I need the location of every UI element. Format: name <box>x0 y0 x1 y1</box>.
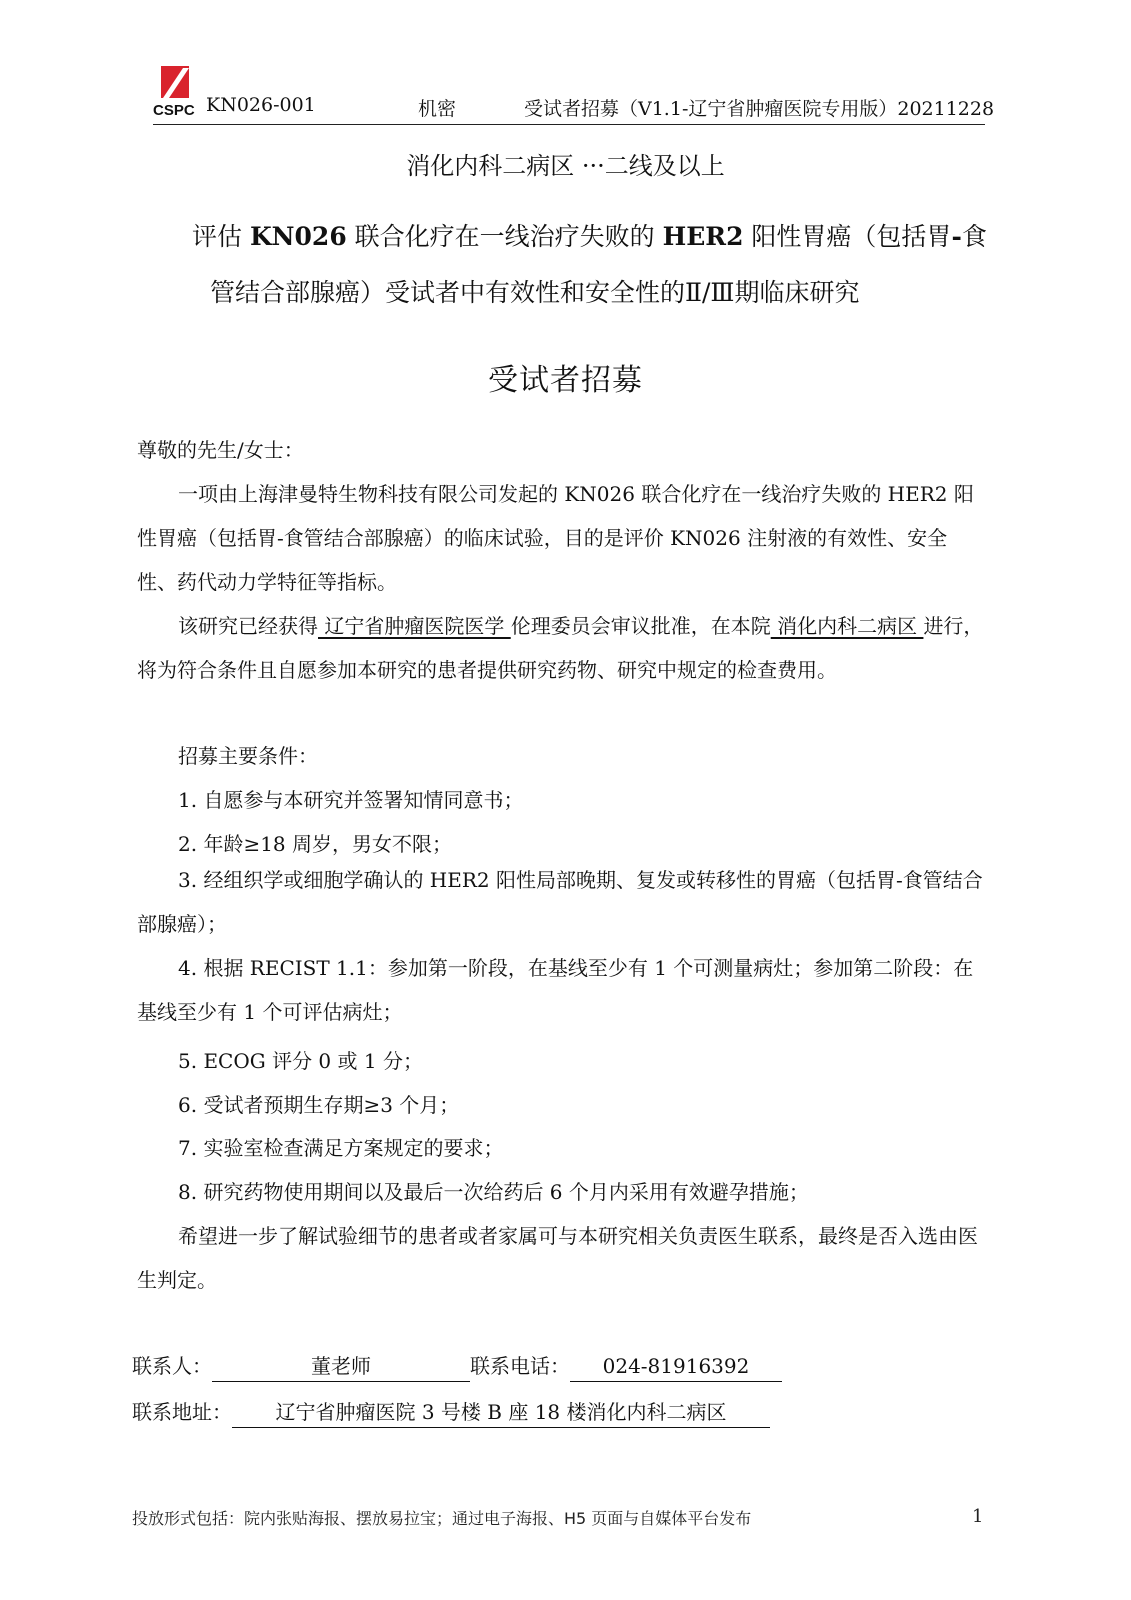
cspc-logo-icon <box>153 66 197 118</box>
criterion-2: 2. 年龄≥18 周岁，男女不限； <box>178 832 453 856</box>
ward-line: 消化内科二病区 ···二线及以上 <box>406 152 725 180</box>
title-text: 评估 <box>192 222 250 251</box>
contact-phone-field: 024-81916392 <box>570 1351 782 1382</box>
header-rule <box>153 124 985 125</box>
title-bold-kn026: KN026 <box>249 222 347 251</box>
title-text: 食 <box>961 222 987 251</box>
criterion-4: 4. 根据 RECIST 1.1：参加第一阶段，在基线至少有 1 个可测量病灶；参加第二阶段：在基线至少有 1 个可评估病灶； <box>137 956 974 1024</box>
approval-paragraph <box>137 604 985 692</box>
closing-paragraph: 希望进一步了解试验细节的患者或者家属可与本研究相关负责医生联系，最终是否入选由医生判定。 <box>137 1224 978 1292</box>
criterion-1: 1. 自愿参与本研究并签署知情同意书； <box>178 788 524 812</box>
title-text: 阳性胃癌（包括胃 <box>743 222 952 251</box>
contact-phone-label: 联系电话： <box>470 1354 570 1378</box>
study-title-line1 <box>192 217 987 253</box>
criterion-3: 3. 经组织学或细胞学确认的 HER2 阳性局部晚期、复发或转移性的胃癌（包括胃-食管结合部腺癌）； <box>137 868 983 936</box>
contact-person-label: 联系人： <box>132 1354 212 1378</box>
confidential-label: 机密 <box>418 98 457 120</box>
title-bold-dash: - <box>951 222 962 251</box>
approval-text: 该研究已经获得 <box>178 614 318 638</box>
greeting: 尊敬的先生/女士： <box>137 438 304 462</box>
doc-code: KN026-001 <box>206 94 316 116</box>
page-number: 1 <box>972 1506 984 1527</box>
title-text: 联合化疗在一线治疗失败的 <box>346 222 663 251</box>
contact-address-label: 联系地址： <box>132 1400 232 1424</box>
criterion-5: 5. ECOG 评分 0 或 1 分； <box>178 1049 423 1073</box>
criteria-heading: 招募主要条件： <box>178 744 318 768</box>
criterion-7: 7. 实验室检查满足方案规定的要求； <box>178 1136 504 1160</box>
doc-version: 受试者招募（V1.1-辽宁省肿瘤医院专用版）20211228 <box>524 98 995 120</box>
criterion-8: 8. 研究药物使用期间以及最后一次给药后 6 个月内采用有效避孕措施； <box>178 1180 809 1204</box>
approval-text: 进行，将为符合条件且自愿参加本研究的患者提供研究药物、研究中规定的检查费用。 <box>137 614 984 682</box>
title-bold-her2: HER2 <box>662 222 744 251</box>
page-title: 受试者招募 <box>488 363 643 398</box>
study-title-line2: 管结合部腺癌）受试者中有效性和安全性的Ⅱ/Ⅲ期临床研究 <box>210 278 860 307</box>
address-row <box>132 1396 770 1428</box>
intro-paragraph: 一项由上海津曼特生物科技有限公司发起的 KN026 联合化疗在一线治疗失败的 HER2 阳性胃癌（包括胃-食管结合部腺癌）的临床试验，目的是评价 KN026 注射液的有效性、安全性、药代动力学特征等指标。 <box>137 482 974 594</box>
cspc-logo <box>153 66 197 118</box>
contact-address-field: 辽宁省肿瘤医院 3 号楼 B 座 18 楼消化内科二病区 <box>232 1397 770 1428</box>
contact-row <box>132 1350 782 1382</box>
svg-text:CSPC: CSPC <box>153 102 195 118</box>
distribution-note: 投放形式包括：院内张贴海报、摆放易拉宝；通过电子海报、H5 页面与自媒体平台发布 <box>132 1509 752 1528</box>
department-field: 消化内科二病区 <box>770 614 924 638</box>
approval-text: 伦理委员会审议批准，在本院 <box>510 614 771 638</box>
contact-person-field: 董老师 <box>212 1351 470 1382</box>
criterion-6: 6. 受试者预期生存期≥3 个月； <box>178 1093 460 1117</box>
ethics-committee-field: 辽宁省肿瘤医院医学 <box>318 614 511 638</box>
